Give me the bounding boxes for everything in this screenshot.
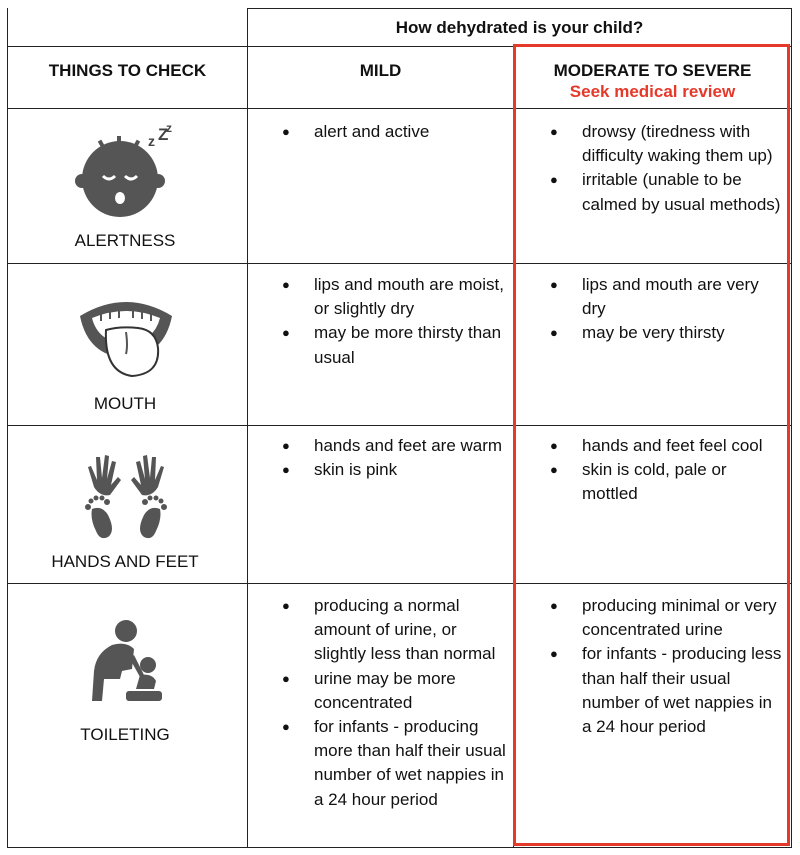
col-header-mild: MILD bbox=[359, 61, 402, 80]
sleepy-baby-icon bbox=[70, 124, 185, 224]
list-item: ● alert and active bbox=[282, 120, 510, 144]
col-header-severe-note: Seek medical review bbox=[569, 82, 736, 101]
list-item: ● urine may be more concentrated bbox=[282, 667, 510, 715]
svg-text:z: z bbox=[148, 133, 155, 149]
list-item: ● skin is cold, pale or mottled bbox=[550, 458, 786, 506]
table-border-top bbox=[247, 8, 792, 9]
divider-col1 bbox=[247, 8, 248, 848]
svg-text:z: z bbox=[166, 124, 172, 135]
list-item: ● lips and mouth are very dry bbox=[550, 273, 786, 321]
list-item: ● for infants - producing less than half their usual number of wet nappies in a 24 hour period bbox=[550, 642, 786, 739]
table-question-title: How dehydrated is your child? bbox=[395, 18, 644, 37]
col-header-severe: MODERATE TO SEVERE bbox=[553, 61, 752, 80]
severe-list-alertness bbox=[550, 120, 786, 217]
list-item: ● may be very thirsty bbox=[550, 321, 786, 345]
list-item: ● producing minimal or very concentrated urine bbox=[550, 594, 786, 642]
list-item: ● lips and mouth are moist, or slightly dry bbox=[282, 273, 510, 321]
severe-list-hands-feet bbox=[550, 434, 786, 507]
mouth-tongue-icon bbox=[76, 290, 176, 385]
hands-feet-icon bbox=[78, 447, 174, 548]
list-item: ● hands and feet feel cool bbox=[550, 434, 786, 458]
row-label-hands-and-feet: HANDS AND FEET bbox=[51, 552, 199, 571]
svg-text:Z: Z bbox=[158, 125, 169, 144]
list-item: ● may be more thirsty than usual bbox=[282, 321, 510, 369]
row-label-toileting: TOILETING bbox=[80, 725, 170, 744]
severe-list-mouth bbox=[550, 273, 786, 346]
col-header-things-to-check: THINGS TO CHECK bbox=[48, 61, 207, 80]
list-item: ● hands and feet are warm bbox=[282, 434, 510, 458]
list-item: ● skin is pink bbox=[282, 458, 510, 482]
severe-list-toileting bbox=[550, 594, 786, 739]
list-item: ● drowsy (tiredness with difficulty waking them up) bbox=[550, 120, 786, 168]
list-item: ● producing a normal amount of urine, or slightly less than normal bbox=[282, 594, 510, 667]
row-label-alertness: ALERTNESS bbox=[74, 231, 176, 250]
mild-list-hands-feet bbox=[282, 434, 510, 482]
toileting-icon bbox=[86, 619, 170, 710]
list-item: ● irritable (unable to be calmed by usual methods) bbox=[550, 168, 786, 216]
mild-list-toileting bbox=[282, 594, 510, 812]
table-border-left bbox=[7, 8, 8, 848]
mild-list-alertness bbox=[282, 120, 510, 144]
row-label-mouth: MOUTH bbox=[93, 394, 157, 413]
mild-list-mouth bbox=[282, 273, 510, 370]
list-item: ● for infants - producing more than half their usual number of wet nappies in a 24 hour period bbox=[282, 715, 510, 812]
table-border-right bbox=[791, 8, 792, 848]
table-border-bottom bbox=[7, 847, 792, 848]
